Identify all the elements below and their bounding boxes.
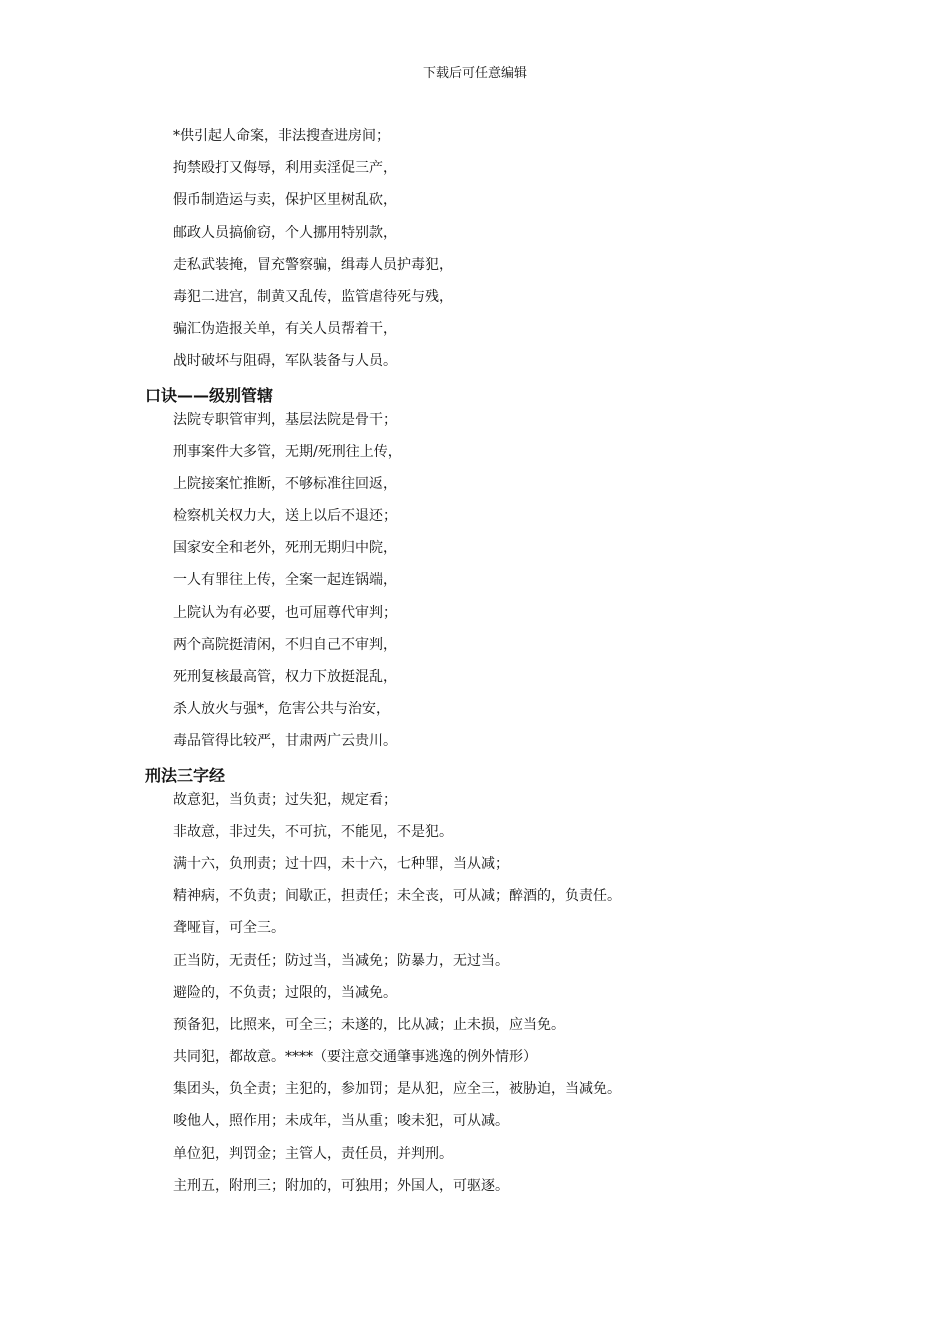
- intro-verse: [0, 126, 950, 384]
- verse-line: 预备犯，比照来，可全三；未遂的，比从减；止未损，应当免。: [173, 1016, 565, 1033]
- verse-line: 唆他人，照作用；未成年，当从重；唆未犯，可从减。: [173, 1113, 509, 1130]
- verse-line: 故意犯，当负责；过失犯，规定看；: [173, 791, 397, 808]
- verse-line: 集团头，负全责；主犯的，参加罚；是从犯，应全三，被胁迫，当减免。: [173, 1081, 621, 1098]
- verse-line: 满十六，负刑责；过十四，未十六，七种罪，当从减；: [173, 855, 509, 872]
- page-header: 下载后可任意编辑: [422, 66, 527, 81]
- verse-line: 骗汇伪造报关单，有关人员帮着干，: [173, 321, 397, 338]
- verse-line: 死刑复核最高管，权力下放挺混乱，: [173, 669, 397, 685]
- verse-line: 国家安全和老外，死刑无期归中院，: [173, 540, 397, 557]
- verse-line: 检察机关权力大，送上以后不退还；: [173, 508, 397, 525]
- verse-line: 非故意，非过失，不可抗，不能见，不是犯。: [173, 823, 453, 840]
- verse-line: 聋哑盲，可全三。: [173, 920, 285, 937]
- verse-line: 拘禁殴打又侮辱，利用卖淫促三产，: [173, 160, 397, 177]
- verse-line: 刑事案件大多管，无期/死刑往上传，: [173, 443, 402, 460]
- verse-line: 上院认为有必要，也可屈尊代审判；: [173, 604, 397, 621]
- verse-line: 战时破坏与阻碍，军队装备与人员。: [173, 353, 397, 370]
- verse-line: 两个高院挺清闲，不归自己不审判，: [173, 636, 397, 653]
- verse-line: 法院专职管审判，基层法院是骨干；: [173, 411, 397, 428]
- verse-line: 正当防，无责任；防过当，当减免；防暴力，无过当。: [173, 952, 509, 969]
- jurisdiction-verse: [0, 410, 950, 764]
- verse-line: 共同犯，都故意。****（要注意交通肇事逃逸的例外情形）: [173, 1049, 537, 1066]
- verse-line: 单位犯，判罚金；主管人，责任员，并判刑。: [173, 1145, 453, 1162]
- verse-line: 避险的，不负责；过限的，当减免。: [173, 984, 397, 1001]
- document-body: [0, 126, 950, 1208]
- verse-line: 精神病，不负责；间歇正，担责任；未全丧，可从减；醉酒的，负责任。: [173, 888, 621, 905]
- section-heading-criminal-law: 刑法三字经: [145, 765, 226, 785]
- verse-line: 一人有罪往上传，全案一起连锅端，: [173, 572, 397, 589]
- verse-line: *供引起人命案，非法搜查进房间；: [173, 128, 390, 144]
- verse-line: 假币制造运与卖，保护区里树乱砍，: [173, 192, 397, 209]
- verse-line: 主刑五，附刑三；附加的，可独用；外国人，可驱逐。: [173, 1177, 509, 1194]
- criminal-law-verse: [0, 790, 950, 1208]
- verse-line: 走私武装掩，冒充警察骗，缉毒人员护毒犯，: [173, 256, 453, 273]
- verse-line: 毒品管得比较严，甘肃两广云贵川。: [173, 733, 397, 750]
- verse-line: 上院接案忙推断，不够标准往回返，: [173, 475, 397, 492]
- section-heading-jurisdiction: 口诀——级别管辖: [145, 385, 274, 405]
- verse-line: 杀人放火与强*，危害公共与治安，: [173, 701, 390, 718]
- verse-line: 邮政人员搞偷窃，个人挪用特别款，: [173, 224, 397, 241]
- verse-line: 毒犯二进宫，制黄又乱传，监管虐待死与残，: [173, 288, 453, 305]
